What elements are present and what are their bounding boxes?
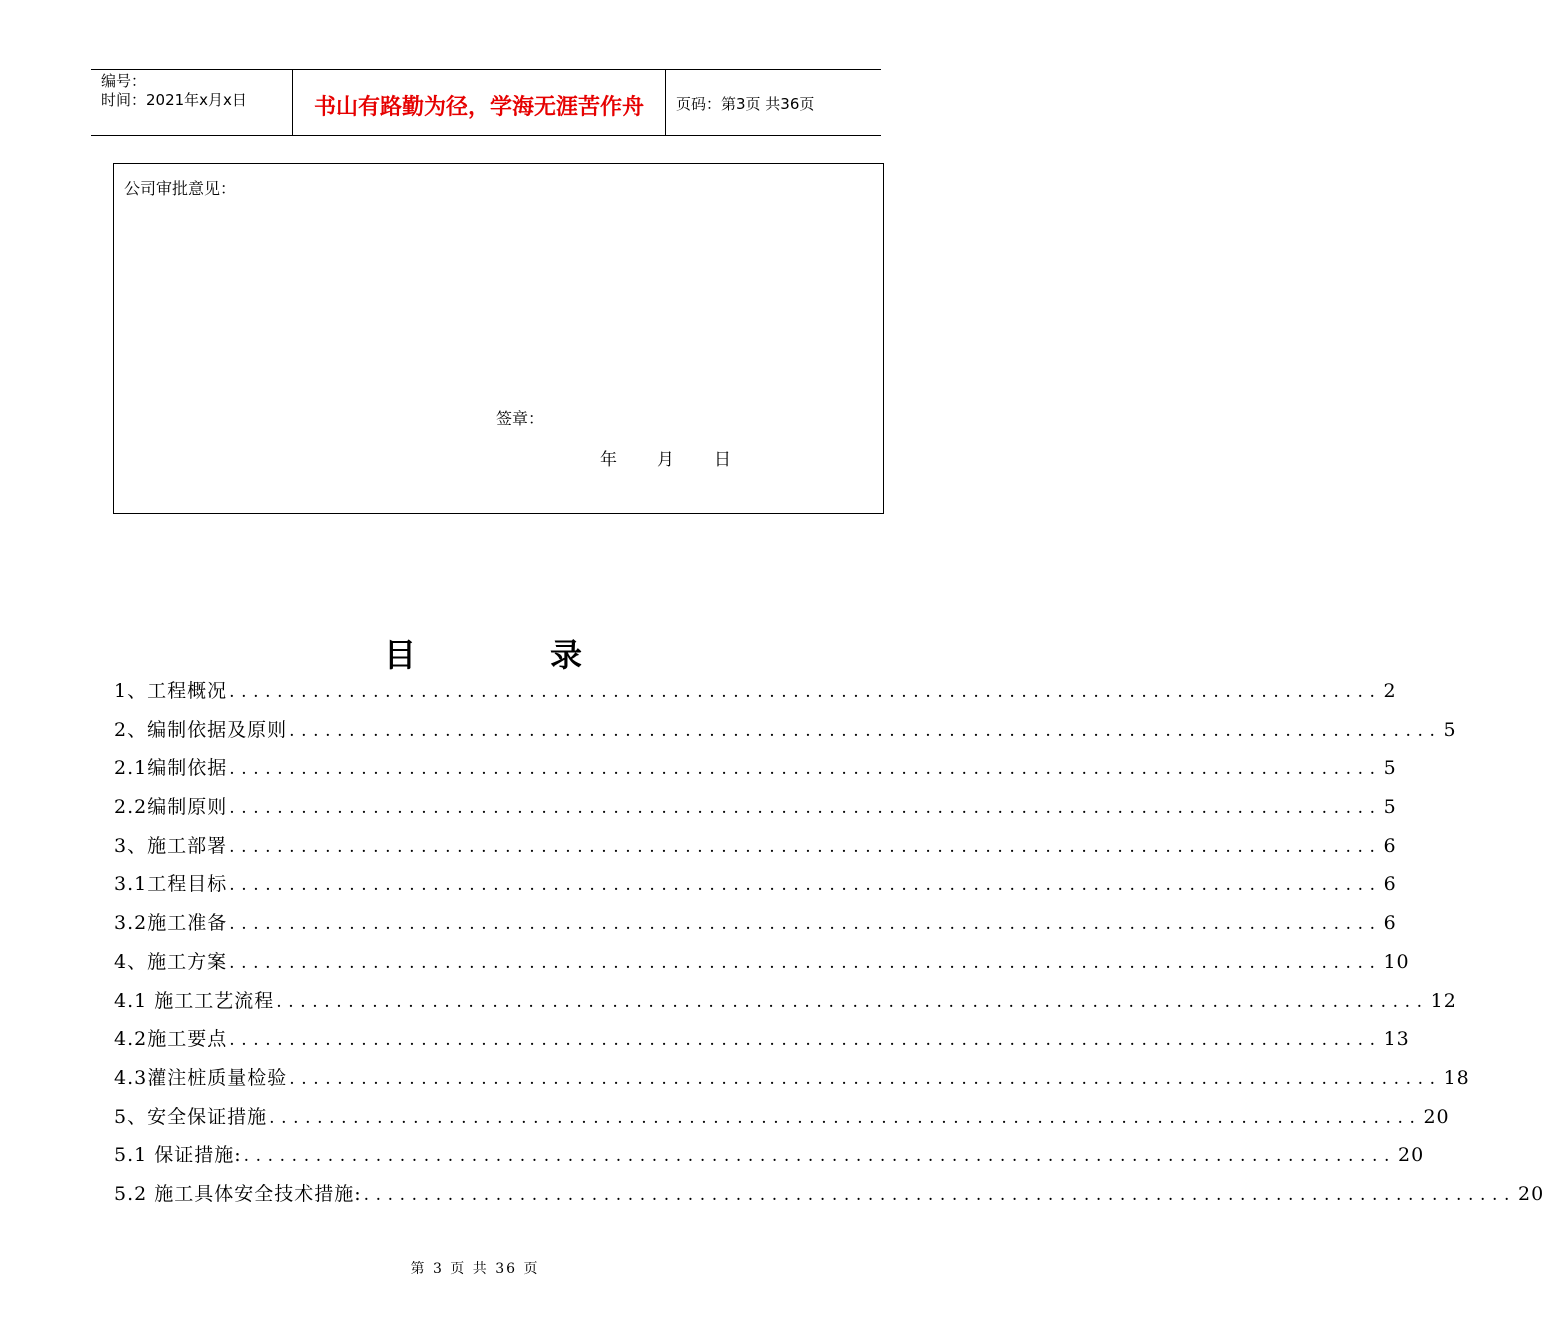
approval-box — [113, 163, 884, 514]
year-label: 年 — [600, 450, 617, 470]
toc-entry-title: 4、施工方案 — [114, 950, 228, 973]
toc-entry[interactable] — [114, 753, 1397, 792]
toc-entry[interactable] — [114, 792, 1397, 831]
toc-entry-title: 4.2施工要点 — [114, 1028, 228, 1051]
header-page-info: 页码：第3页 共36页 — [676, 95, 815, 113]
toc-leader-dots: ................................................................................................ — [229, 1030, 1382, 1051]
toc-entry-title: 4.3灌注桩质量检验 — [114, 1066, 288, 1089]
toc-leader-dots: ................................................................................................ — [243, 1146, 1397, 1167]
toc-leader-dots: ................................................................................................ — [363, 1184, 1517, 1205]
toc-entry-title: 5.2 施工具体安全技术措施: — [114, 1182, 362, 1205]
toc-entry[interactable] — [114, 1140, 1425, 1179]
header-divider-right — [665, 69, 666, 136]
approval-date-row — [600, 445, 731, 470]
toc-entry-title: 2.2编制原则 — [114, 796, 228, 819]
toc-entry[interactable] — [114, 908, 1397, 947]
toc-title-char-2: 录 — [550, 636, 583, 674]
toc-leader-dots: ................................................................................................ — [229, 682, 1382, 702]
toc-entry[interactable] — [114, 831, 1397, 870]
toc-entry[interactable] — [114, 715, 1457, 754]
day-label: 日 — [714, 450, 731, 470]
toc-entry-title: 5、安全保证措施 — [114, 1105, 268, 1128]
toc-entry[interactable] — [114, 869, 1397, 908]
toc-entry-page: 18 — [1443, 1066, 1470, 1089]
header-motto: 书山有路勤为径，学海无涯苦作舟 — [313, 95, 644, 120]
toc-leader-dots: ................................................................................................ — [229, 952, 1382, 973]
toc-leader-dots: ................................................................................................ — [276, 991, 1429, 1012]
toc-entry[interactable] — [114, 986, 1457, 1025]
toc-entry-title: 3、施工部署 — [114, 834, 228, 857]
approval-label: 公司审批意见： — [124, 179, 237, 198]
toc-entry[interactable] — [114, 1102, 1450, 1141]
toc-entry-title: 5.1 保证措施: — [114, 1144, 242, 1167]
toc-leader-dots: ................................................................................................ — [229, 759, 1382, 780]
toc-leader-dots: ................................................................................................ — [229, 914, 1382, 935]
toc-entry-page: 6 — [1383, 912, 1397, 935]
toc-entry[interactable] — [114, 676, 1397, 715]
toc-entry-title: 3.1工程目标 — [114, 873, 228, 896]
month-label: 月 — [657, 450, 674, 470]
table-of-contents — [114, 676, 1544, 1218]
toc-title-char-1: 目 — [384, 636, 417, 674]
page-footer: 第 3 页 共 36 页 — [410, 1261, 540, 1277]
toc-entry-page: 6 — [1383, 834, 1397, 857]
header-time-label: 时间：2021年x月x日 — [101, 91, 247, 109]
toc-entry-title: 1、工程概况 — [114, 680, 228, 702]
toc-entry-page: 5 — [1383, 757, 1397, 780]
signature-label: 签章： — [496, 409, 545, 428]
toc-entry[interactable] — [114, 1063, 1470, 1102]
toc-leader-dots: ................................................................................................ — [229, 875, 1382, 896]
toc-entry-page: 10 — [1383, 950, 1410, 973]
header-number-label: 编号： — [101, 72, 147, 90]
toc-entry-page: 20 — [1398, 1144, 1425, 1167]
toc-entry-title: 4.1 施工工艺流程 — [114, 989, 275, 1012]
toc-entry[interactable] — [114, 947, 1410, 986]
toc-entry-title: 3.2施工准备 — [114, 912, 228, 935]
toc-leader-dots: ................................................................................................ — [229, 836, 1382, 857]
toc-leader-dots: ................................................................................................ — [229, 798, 1382, 819]
toc-leader-dots: ................................................................................................ — [289, 720, 1442, 741]
toc-entry-page: 20 — [1518, 1182, 1544, 1205]
header-divider-left — [292, 69, 293, 136]
toc-leader-dots: ................................................................................................ — [289, 1068, 1442, 1089]
toc-entry-page: 2 — [1383, 680, 1397, 702]
header-bottom-rule — [91, 135, 881, 136]
toc-entry[interactable] — [114, 1024, 1410, 1063]
toc-entry-page: 6 — [1383, 873, 1397, 896]
toc-entry-page: 20 — [1423, 1105, 1450, 1128]
toc-entry-page: 13 — [1383, 1028, 1410, 1051]
toc-entry-page: 5 — [1443, 718, 1457, 741]
toc-entry[interactable] — [114, 1179, 1544, 1218]
toc-entry-title: 2.1编制依据 — [114, 757, 228, 780]
toc-entry-title: 2、编制依据及原则 — [114, 718, 288, 741]
toc-entry-page: 12 — [1430, 989, 1457, 1012]
header-top-rule — [91, 69, 881, 70]
toc-leader-dots: ................................................................................................ — [269, 1107, 1422, 1128]
toc-entry-page: 5 — [1383, 796, 1397, 819]
